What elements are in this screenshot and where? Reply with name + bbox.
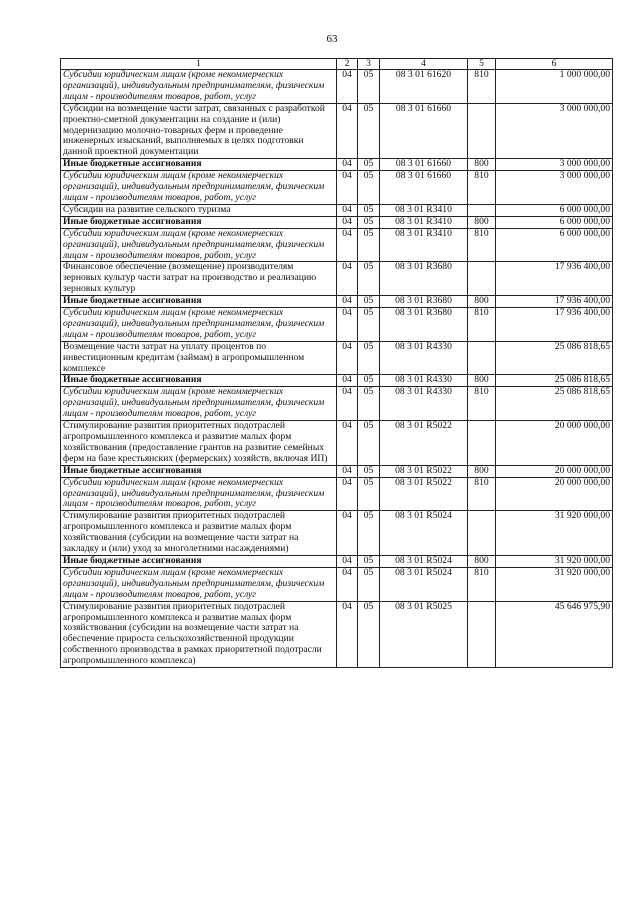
row-amount-cell: 17 936 400,00: [496, 296, 613, 308]
row-target-code-cell: 08 3 01 R5022: [380, 477, 468, 511]
table-row: [61, 555, 613, 567]
row-target-code-cell: 08 3 01 R4330: [380, 387, 468, 421]
row-section-cell: 04: [337, 511, 358, 556]
row-subsection-cell: 05: [358, 103, 380, 159]
table-row: [61, 421, 613, 466]
row-section-cell: 04: [337, 296, 358, 308]
row-amount-cell: 3 000 000,00: [496, 171, 613, 205]
row-expense-type-cell: [468, 103, 496, 159]
row-expense-type-cell: [468, 511, 496, 556]
row-section-cell: 04: [337, 308, 358, 342]
row-section-cell: 04: [337, 103, 358, 159]
row-section-cell: 04: [337, 204, 358, 216]
row-target-code-cell: 08 3 01 R3410: [380, 204, 468, 216]
row-subsection-cell: 05: [358, 159, 380, 171]
row-subsection-cell: 05: [358, 555, 380, 567]
table-body: [61, 70, 613, 668]
row-name-cell: Иные бюджетные ассигнования: [61, 555, 337, 567]
row-section-cell: 04: [337, 171, 358, 205]
row-expense-type-cell: 800: [468, 465, 496, 477]
row-target-code-cell: 08 3 01 R3680: [380, 296, 468, 308]
row-name-cell: Иные бюджетные ассигнования: [61, 296, 337, 308]
row-section-cell: 04: [337, 601, 358, 667]
row-section-cell: 04: [337, 555, 358, 567]
row-target-code-cell: 08 3 01 61660: [380, 171, 468, 205]
row-section-cell: 04: [337, 216, 358, 228]
row-target-code-cell: 08 3 01 R4330: [380, 375, 468, 387]
row-target-code-cell: 08 3 01 R3410: [380, 216, 468, 228]
row-name-cell: Субсидии на развитие сельского туризма: [61, 204, 337, 216]
row-expense-type-cell: 810: [468, 228, 496, 262]
table-row: [61, 70, 613, 104]
row-subsection-cell: 05: [358, 262, 380, 296]
row-subsection-cell: 05: [358, 387, 380, 421]
row-amount-cell: 6 000 000,00: [496, 204, 613, 216]
row-name-cell: Финансовое обеспечение (возмещение) производителям зерновых культур части затрат на производство и реализацию зерновых культур: [61, 262, 337, 296]
row-name-cell: Субсидии юридическим лицам (кроме некоммерческих организаций), индивидуальным предпринимателям, физическим лицам - производителям товаров, работ, услуг: [61, 70, 337, 104]
header-col-3: 3: [358, 59, 380, 70]
row-subsection-cell: 05: [358, 308, 380, 342]
row-expense-type-cell: 800: [468, 159, 496, 171]
budget-table: [60, 58, 613, 668]
row-target-code-cell: 08 3 01 R3680: [380, 308, 468, 342]
row-amount-cell: 17 936 400,00: [496, 262, 613, 296]
row-name-cell: Иные бюджетные ассигнования: [61, 159, 337, 171]
row-expense-type-cell: [468, 341, 496, 375]
row-name-cell: Иные бюджетные ассигнования: [61, 375, 337, 387]
row-subsection-cell: 05: [358, 228, 380, 262]
table-row: [61, 341, 613, 375]
table-row: [61, 387, 613, 421]
row-expense-type-cell: [468, 601, 496, 667]
row-amount-cell: 31 920 000,00: [496, 511, 613, 556]
row-expense-type-cell: 800: [468, 555, 496, 567]
row-amount-cell: 31 920 000,00: [496, 555, 613, 567]
row-expense-type-cell: [468, 421, 496, 466]
table-row: [61, 601, 613, 667]
row-subsection-cell: 05: [358, 216, 380, 228]
table-row: [61, 262, 613, 296]
row-expense-type-cell: 800: [468, 216, 496, 228]
table-row: [61, 477, 613, 511]
table-row: [61, 308, 613, 342]
row-expense-type-cell: [468, 204, 496, 216]
table-row: [61, 296, 613, 308]
header-col-4: 4: [380, 59, 468, 70]
table-row: [61, 567, 613, 601]
row-amount-cell: 20 000 000,00: [496, 465, 613, 477]
header-col-2: 2: [337, 59, 358, 70]
row-section-cell: 04: [337, 387, 358, 421]
row-subsection-cell: 05: [358, 171, 380, 205]
row-amount-cell: 20 000 000,00: [496, 477, 613, 511]
row-amount-cell: 25 086 818,65: [496, 375, 613, 387]
row-name-cell: Субсидии юридическим лицам (кроме некоммерческих организаций), индивидуальным предпринимателям, физическим лицам - производителям товаров, работ, услуг: [61, 228, 337, 262]
row-section-cell: 04: [337, 262, 358, 296]
row-expense-type-cell: 810: [468, 477, 496, 511]
row-subsection-cell: 05: [358, 70, 380, 104]
row-subsection-cell: 05: [358, 465, 380, 477]
row-amount-cell: 1 000 000,00: [496, 70, 613, 104]
row-subsection-cell: 05: [358, 296, 380, 308]
table-header-row: [61, 59, 613, 70]
row-target-code-cell: 08 3 01 R5022: [380, 421, 468, 466]
row-name-cell: Возмещение части затрат на уплату процентов по инвестиционным кредитам (займам) в агропромышленном комплексе: [61, 341, 337, 375]
row-section-cell: 04: [337, 159, 358, 171]
row-target-code-cell: 08 3 01 R3410: [380, 228, 468, 262]
table-row: [61, 228, 613, 262]
row-amount-cell: 6 000 000,00: [496, 216, 613, 228]
table-row: [61, 375, 613, 387]
row-target-code-cell: 08 3 01 R5025: [380, 601, 468, 667]
row-subsection-cell: 05: [358, 421, 380, 466]
row-target-code-cell: 08 3 01 R3680: [380, 262, 468, 296]
row-name-cell: Стимулирование развития приоритетных подотраслей агропромышленного комплекса и развитие малых форм хозяйствования (субсидии на возмещение части затрат на обеспечение прироста сельскохозяйственной продукции собственного производства в рамках приоритетной подотрасли агропромышленного комплекса): [61, 601, 337, 667]
page-number: 63: [326, 33, 338, 45]
row-name-cell: Иные бюджетные ассигнования: [61, 216, 337, 228]
header-col-1: 1: [61, 59, 337, 70]
row-expense-type-cell: [468, 262, 496, 296]
table-row: [61, 465, 613, 477]
row-amount-cell: 20 000 000,00: [496, 421, 613, 466]
table-row: [61, 511, 613, 556]
row-target-code-cell: 08 3 01 R5024: [380, 511, 468, 556]
row-section-cell: 04: [337, 228, 358, 262]
row-target-code-cell: 08 3 01 R5024: [380, 567, 468, 601]
row-amount-cell: 25 086 818,65: [496, 341, 613, 375]
row-expense-type-cell: 800: [468, 375, 496, 387]
row-amount-cell: 17 936 400,00: [496, 308, 613, 342]
row-name-cell: Субсидии на возмещение части затрат, связанных с разработкой проектно-сметной документации на создание и (или) модернизацию молочно-товарных ферм и проведение инженерных изысканий, выполняемых в целях подготовки данной проектной документации: [61, 103, 337, 159]
row-subsection-cell: 05: [358, 477, 380, 511]
header-col-6: 6: [496, 59, 613, 70]
row-section-cell: 04: [337, 341, 358, 375]
row-name-cell: Субсидии юридическим лицам (кроме некоммерческих организаций), индивидуальным предпринимателям, физическим лицам - производителям товаров, работ, услуг: [61, 171, 337, 205]
row-expense-type-cell: 810: [468, 171, 496, 205]
row-target-code-cell: 08 3 01 61620: [380, 70, 468, 104]
row-expense-type-cell: 800: [468, 296, 496, 308]
row-subsection-cell: 05: [358, 204, 380, 216]
row-expense-type-cell: 810: [468, 387, 496, 421]
row-subsection-cell: 05: [358, 601, 380, 667]
row-section-cell: 04: [337, 421, 358, 466]
header-col-5: 5: [468, 59, 496, 70]
row-subsection-cell: 05: [358, 567, 380, 601]
row-section-cell: 04: [337, 567, 358, 601]
row-name-cell: Стимулирование развития приоритетных подотраслей агропромышленного комплекса и развитие малых форм хозяйствования (субсидии на возмещение части затрат на закладку и (или) уход за многолетними насаждениями): [61, 511, 337, 556]
row-target-code-cell: 08 3 01 R4330: [380, 341, 468, 375]
row-section-cell: 04: [337, 70, 358, 104]
row-expense-type-cell: 810: [468, 567, 496, 601]
row-amount-cell: 3 000 000,00: [496, 159, 613, 171]
row-target-code-cell: 08 3 01 R5024: [380, 555, 468, 567]
row-target-code-cell: 08 3 01 61660: [380, 159, 468, 171]
row-section-cell: 04: [337, 375, 358, 387]
row-expense-type-cell: 810: [468, 308, 496, 342]
row-name-cell: Субсидии юридическим лицам (кроме некоммерческих организаций), индивидуальным предпринимателям, физическим лицам - производителям товаров, работ, услуг: [61, 387, 337, 421]
row-subsection-cell: 05: [358, 375, 380, 387]
row-name-cell: Субсидии юридическим лицам (кроме некоммерческих организаций), индивидуальным предпринимателям, физическим лицам - производителям товаров, работ, услуг: [61, 567, 337, 601]
row-amount-cell: 25 086 818,65: [496, 387, 613, 421]
row-name-cell: Субсидии юридическим лицам (кроме некоммерческих организаций), индивидуальным предпринимателям, физическим лицам - производителям товаров, работ, услуг: [61, 308, 337, 342]
row-subsection-cell: 05: [358, 511, 380, 556]
table-row: [61, 171, 613, 205]
table-row: [61, 204, 613, 216]
row-subsection-cell: 05: [358, 341, 380, 375]
row-target-code-cell: 08 3 01 R5022: [380, 465, 468, 477]
table-row: [61, 216, 613, 228]
row-name-cell: Субсидии юридическим лицам (кроме некоммерческих организаций), индивидуальным предпринимателям, физическим лицам - производителям товаров, работ, услуг: [61, 477, 337, 511]
row-target-code-cell: 08 3 01 61660: [380, 103, 468, 159]
row-amount-cell: 6 000 000,00: [496, 228, 613, 262]
row-amount-cell: 45 646 975,90: [496, 601, 613, 667]
table-row: [61, 159, 613, 171]
row-section-cell: 04: [337, 477, 358, 511]
row-name-cell: Иные бюджетные ассигнования: [61, 465, 337, 477]
row-amount-cell: 3 000 000,00: [496, 103, 613, 159]
row-amount-cell: 31 920 000,00: [496, 567, 613, 601]
row-name-cell: Стимулирование развития приоритетных подотраслей агропромышленного комплекса и развитие малых форм хозяйствования (предоставление грантов на развитие семейных ферм на базе крестьянских (фермерских) хозяйств, включая ИП): [61, 421, 337, 466]
row-section-cell: 04: [337, 465, 358, 477]
table-row: [61, 103, 613, 159]
row-expense-type-cell: 810: [468, 70, 496, 104]
